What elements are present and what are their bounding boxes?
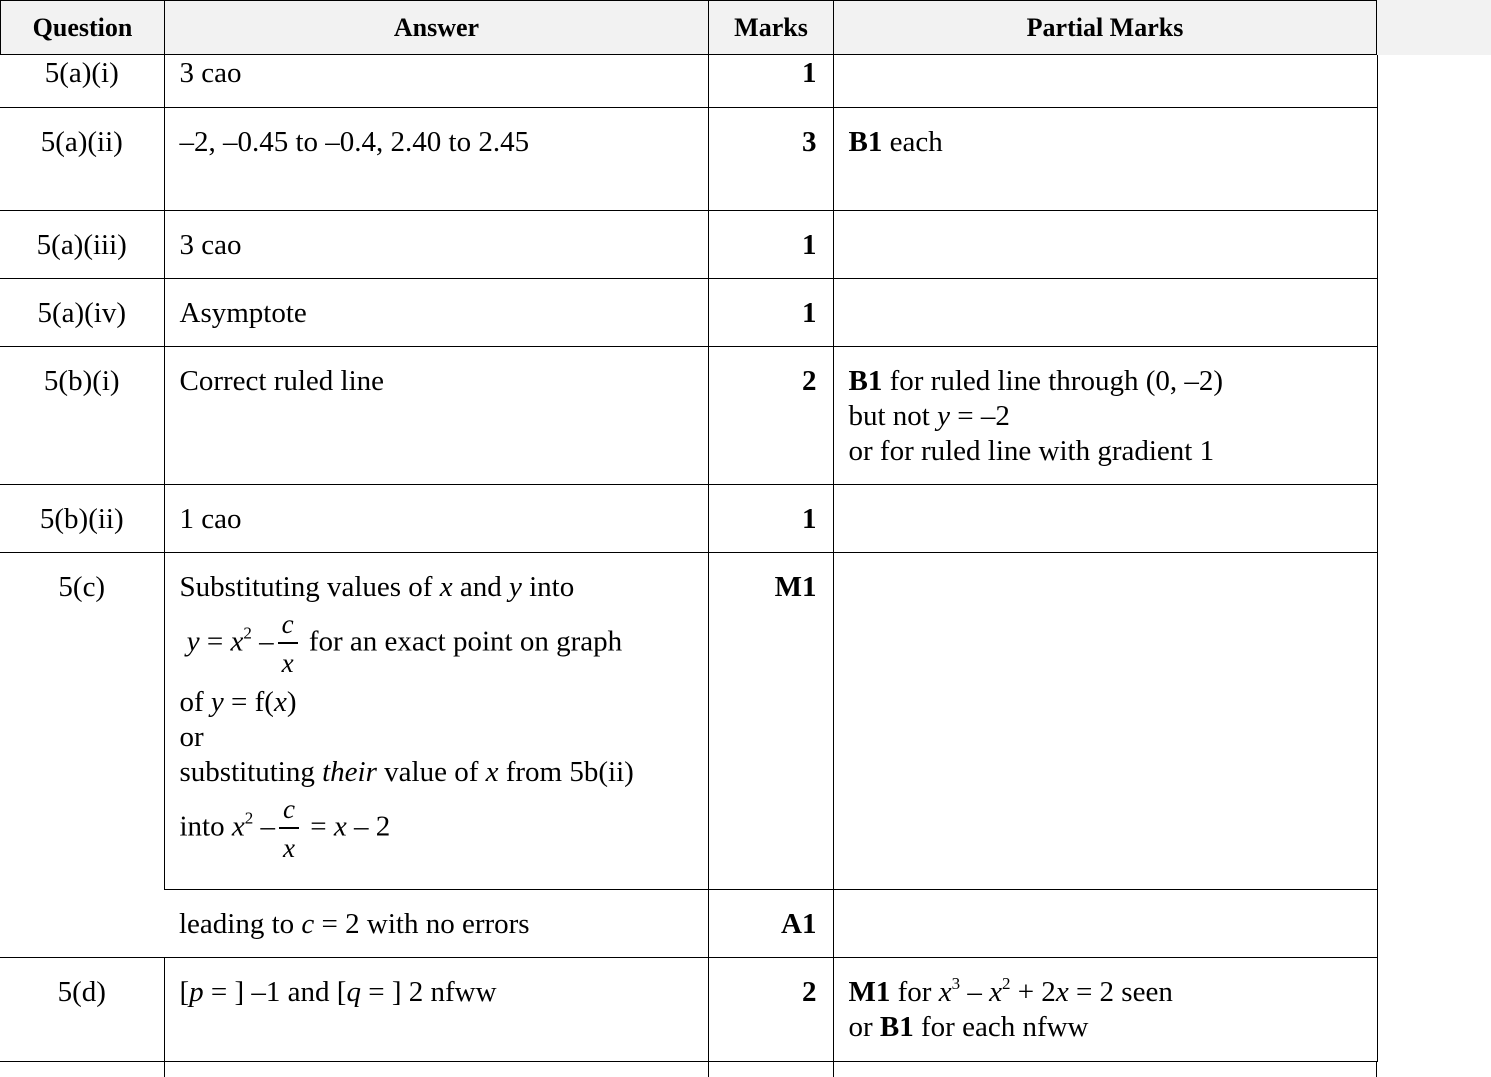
marks-cell: 1 xyxy=(708,278,833,346)
partial-marks-cell xyxy=(833,278,1377,346)
partial-marks-cell: B1 each xyxy=(833,107,1377,210)
answer-cell: [p = ] –1 and [q = ] 2 nfww xyxy=(164,957,708,1061)
column-header-marks: Marks xyxy=(708,0,834,55)
answer-cell: –2, –0.45 to –0.4, 2.40 to 2.45 xyxy=(164,107,708,210)
question-cell: 5(d) xyxy=(0,957,164,1061)
marks-cell: 1 xyxy=(708,210,833,278)
column-header-partial-marks: Partial Marks xyxy=(833,0,1377,55)
partial-marks-cell xyxy=(833,55,1377,107)
marks-cell: A1 xyxy=(708,889,833,957)
question-cell: 5(b)(i) xyxy=(0,346,164,484)
marks-cell: 3 xyxy=(708,107,833,210)
marks-cell: 1 xyxy=(708,55,833,107)
marks-cell: 1 xyxy=(708,484,833,552)
marks-cell: M1 xyxy=(708,552,833,889)
table-row xyxy=(0,55,1377,107)
question-cell: 5(a)(i) xyxy=(0,55,164,107)
fraction: $\frac{c}{x}$ xyxy=(279,796,299,862)
column-header-answer: Answer xyxy=(164,0,709,55)
table-row xyxy=(0,210,1377,278)
answer-cell: Substituting values of x and y into $y = x^2$ – $\frac{c}{x}$ for an exact point on graph of y = f(x) or substituting their value of x from 5b(ii) into $x^2$ – $\frac{c}{x}$ = x – 2 xyxy=(164,552,708,889)
fraction: $\frac{c}{x}$ xyxy=(278,611,298,677)
partial-marks-cell xyxy=(833,484,1377,552)
table-row xyxy=(0,552,1377,889)
table-row xyxy=(0,107,1377,210)
marks-cell: 2 xyxy=(708,957,833,1061)
table-row xyxy=(0,484,1377,552)
question-cell: 5(a)(iv) xyxy=(0,278,164,346)
partial-marks-cell xyxy=(833,552,1377,889)
table-row xyxy=(0,957,1377,1061)
answer-cell: leading to c = 2 with no errors xyxy=(164,889,708,957)
partial-marks-cell: B1 for ruled line through (0, –2) but not y = –2 or for ruled line with gradient 1 xyxy=(833,346,1377,484)
table-row xyxy=(0,889,1377,957)
answer-cell: 3 cao xyxy=(164,210,708,278)
question-cell: 5(a)(ii) xyxy=(0,107,164,210)
partial-marks-cell xyxy=(833,210,1377,278)
mark-scheme-table xyxy=(0,55,1378,1062)
question-cell: 5(b)(ii) xyxy=(0,484,164,552)
next-row-edge xyxy=(0,1061,1377,1077)
answer-cell: Asymptote xyxy=(164,278,708,346)
answer-cell: Correct ruled line xyxy=(164,346,708,484)
partial-marks-cell xyxy=(833,889,1377,957)
table-row xyxy=(0,278,1377,346)
marks-cell: 2 xyxy=(708,346,833,484)
answer-cell: 3 cao xyxy=(164,55,708,107)
question-cell: 5(c) xyxy=(0,552,164,957)
question-cell: 5(a)(iii) xyxy=(0,210,164,278)
partial-marks-cell: M1 for $x^3 - x^2 + 2x = 2$ seen or B1 for each nfww xyxy=(833,957,1377,1061)
answer-cell: 1 cao xyxy=(164,484,708,552)
table-row xyxy=(0,346,1377,484)
column-header-question: Question xyxy=(0,0,165,55)
